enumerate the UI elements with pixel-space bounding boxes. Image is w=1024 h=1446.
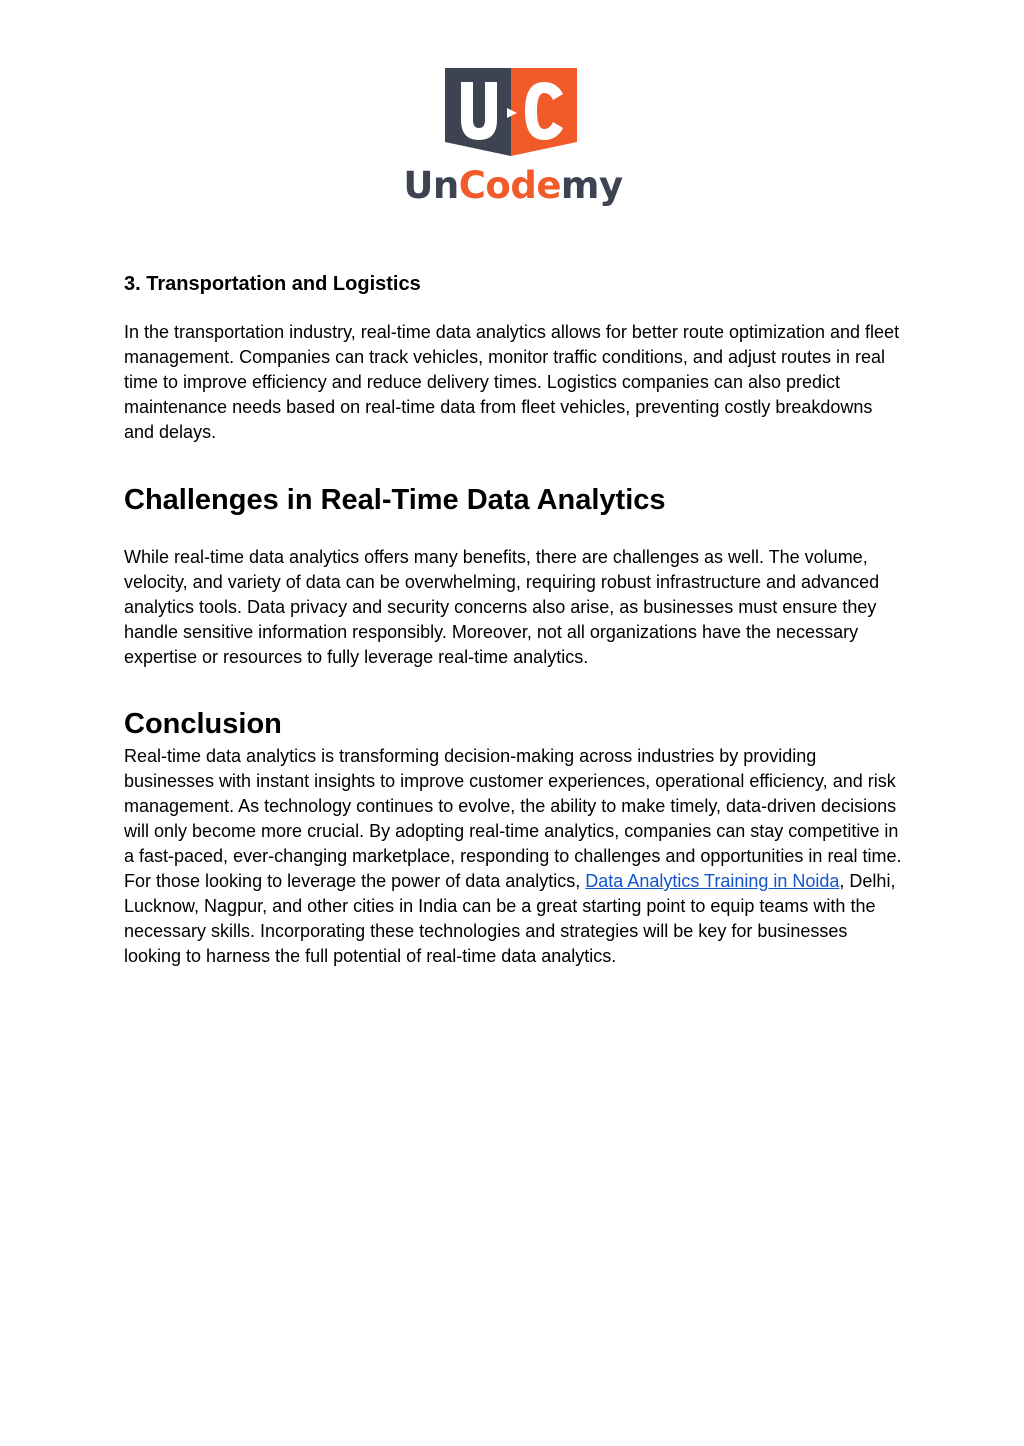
conclusion-text-before-link: Real-time data analytics is transforming decision-making across industries by providing businesses with instant insights to improve customer experiences, operational efficiency, and risk management. As technology continues to evolve, the ability to make timely, data-driven decisions will only become more crucial. By adopting real-time analytics, companies can stay competitive in a fast-paced, ever-changing marketplace, responding to challenges and opportunities in real time. For those looking to leverage the power of data analytics,: [124, 746, 902, 891]
document-body: [124, 270, 904, 969]
svg-text:UnCodemy: UnCodemy: [403, 164, 623, 207]
conclusion-text-after-link: , Delhi, Lucknow, Nagpur, and other cities in India can be a great starting point to equip teams with the necessary skills. Incorporating these technologies and strategies will be key for businesses looking to harness the full potential of real-time data analytics.: [124, 871, 896, 966]
data-analytics-training-link[interactable]: Data Analytics Training in Noida: [585, 871, 840, 891]
paragraph-conclusion: [124, 744, 904, 969]
paragraph-transportation: In the transportation industry, real-time data analytics allows for better route optimization and fleet management. Companies can track vehicles, monitor traffic conditions, and adjust routes in real time to improve efficiency and reduce delivery times. Logistics companies can also predict maintenance needs based on real-time data from fleet vehicles, preventing costly breakdowns and delays.: [124, 322, 900, 442]
paragraph-challenges: While real-time data analytics offers many benefits, there are challenges as well. The volume, velocity, and variety of data can be overwhelming, requiring robust infrastructure and advanced analytics tools. Data privacy and security concerns also arise, as businesses must ensure they handle sensitive information responsibly. Moreover, not all organizations have the necessary expertise or resources to fully leverage real-time analytics.: [124, 547, 880, 667]
section-heading-challenges: Challenges in Real-Time Data Analytics: [124, 484, 666, 516]
uncodemy-logo-mark: [403, 66, 623, 211]
section-heading-transportation: 3. Transportation and Logistics: [124, 273, 421, 295]
section-heading-conclusion: Conclusion: [124, 708, 282, 740]
uncodemy-logo: [403, 66, 623, 211]
